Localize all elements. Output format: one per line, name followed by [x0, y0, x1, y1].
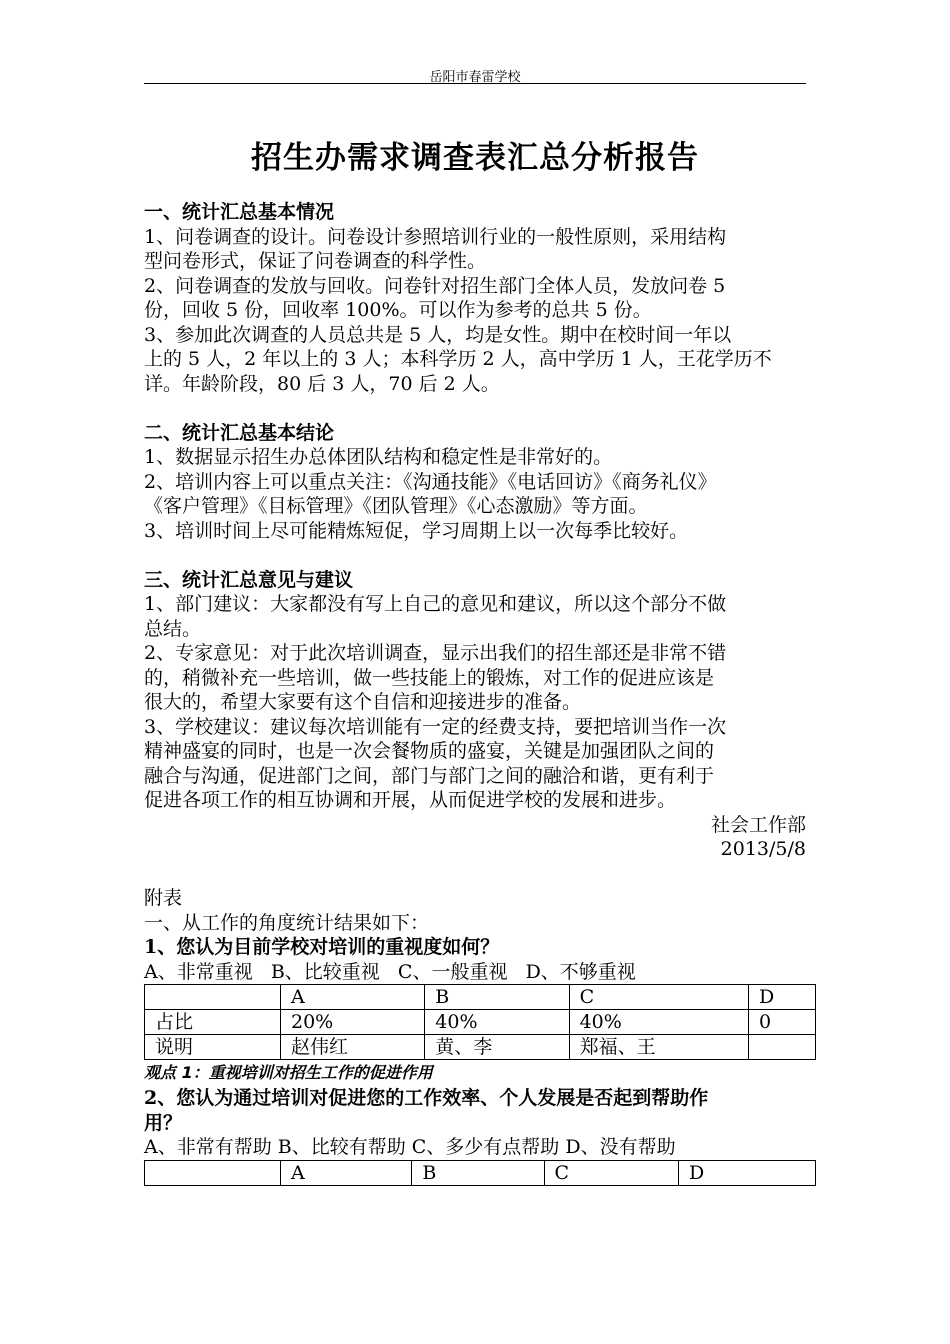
table-cell: D: [748, 985, 815, 1010]
question-1-table: [144, 984, 816, 1060]
table-cell: C: [569, 985, 748, 1010]
table-cell: 赵伟红: [281, 1035, 425, 1060]
section2-heading: 二、统计汇总基本结论: [144, 421, 335, 444]
paragraph-line: 精神盛宴的同时，也是一次会餐物质的盛宴，关键是加强团队之间的: [144, 740, 715, 762]
spacer: [144, 862, 810, 887]
question-1: 1、您认为目前学校对培训的重视度如何？: [144, 936, 500, 958]
page-title: 招生办需求调查表汇总分析报告: [251, 140, 699, 176]
paragraph-line: 促进各项工作的相互协调和开展，从而促进学校的发展和进步。: [144, 789, 677, 811]
table-cell: 郑福、王: [569, 1035, 748, 1060]
question-2-line2: 用？: [144, 1111, 183, 1134]
appendix-intro: 一、从工作的角度统计结果如下：: [144, 911, 430, 934]
paragraph-line: 融合与沟通，促进部门之间，部门与部门之间的融洽和谐，更有利于: [144, 764, 715, 787]
table-cell: 0: [748, 1010, 815, 1035]
appendix-label: 附表: [144, 887, 183, 909]
table-cell: 40%: [569, 1010, 748, 1035]
paragraph-line: 1、问卷调查的设计。问卷设计参照培训行业的一般性原则，采用结构: [144, 225, 727, 248]
table-cell: A: [281, 1160, 412, 1185]
header-rule: [144, 83, 806, 84]
page-header: 岳阳市春雷学校: [429, 70, 521, 85]
table-row: [145, 1035, 816, 1060]
table-cell: [748, 1035, 815, 1060]
paragraph-line: 3、学校建议：建议每次培训能有一定的经费支持，要把培训当作一次: [144, 715, 727, 738]
table-cell: D: [678, 1160, 815, 1185]
table-cell: 40%: [425, 1010, 569, 1035]
paragraph-line: 2、专家意见：对于此次培训调查，显示出我们的招生部还是非常不错: [144, 642, 727, 664]
question-2-table: [144, 1160, 816, 1186]
paragraph-line: 型问卷形式，保证了问卷调查的科学性。: [144, 250, 487, 272]
table-cell: A: [281, 985, 425, 1010]
paragraph-line: 上的 5 人，2 年以上的 3 人；本科学历 2 人，高中学历 1 人，王花学历不: [144, 348, 772, 370]
signature-date: 2013/5/8: [720, 838, 806, 860]
table-row: [145, 985, 816, 1010]
paragraph-line: 很大的，希望大家要有这个自信和迎接进步的准备。: [144, 691, 582, 713]
question-2-options: A、非常有帮助 B、比较有帮助 C、多少有点帮助 D、没有帮助: [144, 1136, 676, 1158]
table-row: [145, 1010, 816, 1035]
spacer: [144, 543, 810, 568]
section3-heading: 三、统计汇总意见与建议: [144, 568, 354, 591]
paragraph-line: 《客户管理》《目标管理》《团队管理》《心态激励》等方面。: [144, 495, 648, 517]
table-cell: 黄、李: [425, 1035, 569, 1060]
paragraph-line: 总结。: [144, 617, 202, 640]
paragraph-line: 份，回收 5 份，回收率 100%。可以作为参考的总共 5 份。: [144, 299, 652, 321]
table-cell: B: [425, 985, 569, 1010]
spacer: [144, 396, 810, 421]
paragraph-line: 1、数据显示招生办总体团队结构和稳定性是非常好的。: [144, 446, 613, 468]
question-2-line1: 2、您认为通过培训对促进您的工作效率、个人发展是否起到帮助作: [144, 1087, 709, 1109]
section1-heading: 一、统计汇总基本情况: [144, 201, 335, 223]
paragraph-line: 2、培训内容上可以重点关注：《沟通技能》《电话回访》《商务礼仪》: [144, 470, 717, 493]
viewpoint-1: 观点 1：重视培训对招生工作的促进作用: [144, 1063, 433, 1082]
signature-dept: 社会工作部: [710, 813, 806, 836]
table-cell: 说明: [145, 1035, 281, 1060]
document-body: [144, 200, 810, 1186]
table-row: [145, 1160, 816, 1185]
question-1-options: A、非常重视 B、比较重视 C、一般重视 D、不够重视: [144, 960, 636, 983]
paragraph-line: 的，稍微补充一些培训，做一些技能上的锻炼，对工作的促进应该是: [144, 666, 715, 689]
paragraph-line: 3、参加此次调查的人员总共是 5 人，均是女性。期中在校时间一年以: [144, 323, 732, 346]
paragraph-line: 2、问卷调查的发放与回收。问卷针对招生部门全体人员，发放问卷 5: [144, 274, 726, 297]
paragraph-line: 3、培训时间上尽可能精炼短促，学习周期上以一次每季比较好。: [144, 519, 689, 542]
table-cell: 占比: [145, 1010, 281, 1035]
paragraph-line: 详。年龄阶段，80 后 3 人，70 后 2 人。: [144, 372, 500, 395]
table-cell: 20%: [281, 1010, 425, 1035]
table-cell: [145, 1160, 281, 1185]
paragraph-line: 1、部门建议：大家都没有写上自己的意见和建议，所以这个部分不做: [144, 593, 727, 615]
table-cell: C: [544, 1160, 678, 1185]
table-cell: [145, 985, 281, 1010]
table-cell: B: [412, 1160, 544, 1185]
